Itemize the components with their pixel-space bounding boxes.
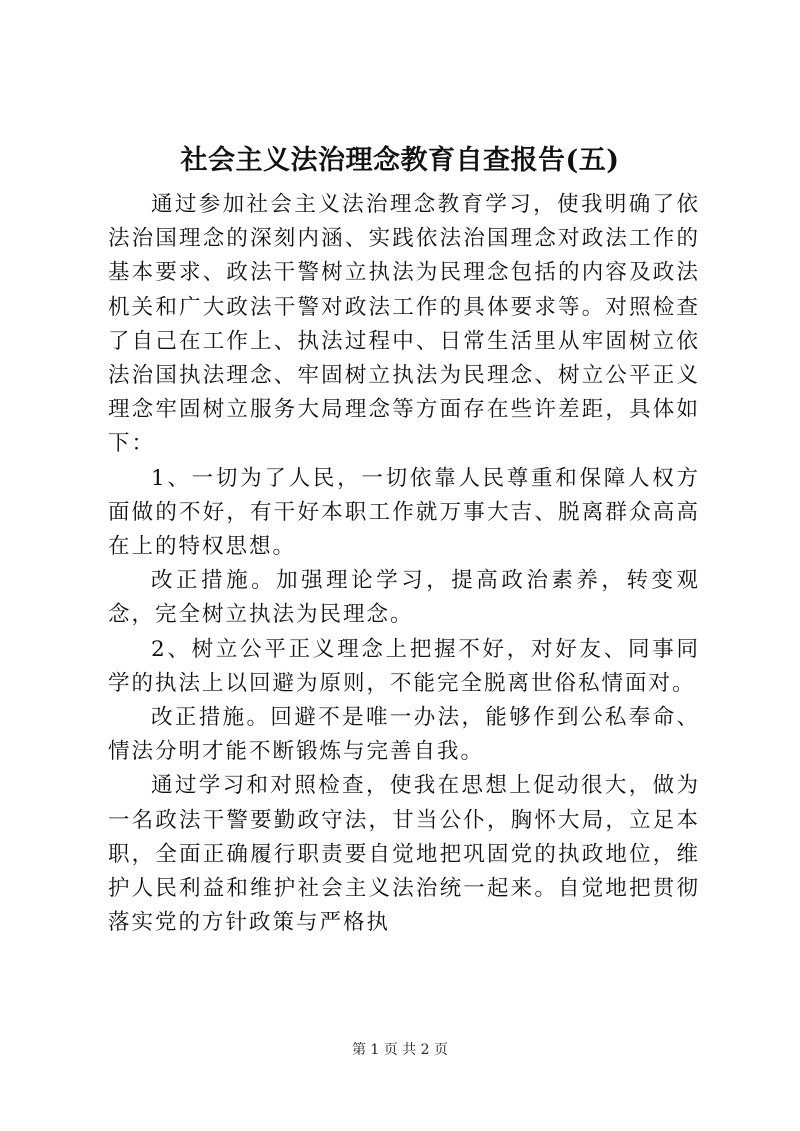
paragraph-item-2: 2、树立公平正义理念上把握不好，对好友、同事同学的执法上以回避为原则，不能完全脱离世俗私情面对。 [108, 636, 700, 696]
paragraph-correction-2: 改正措施。回避不是唯一办法，能够作到公私奉命、情法分明才能不断锻炼与完善自我。 [108, 705, 700, 765]
page-footer: 第 1 页 共 2 页 [351, 1042, 449, 1058]
document-body [108, 188, 700, 940]
document-title: 社会主义法治理念教育自查报告(五) [180, 145, 620, 176]
paragraph-conclusion: 通过学习和对照检查，使我在思想上促动很大，做为一名政法干警要勤政守法，甘当公仆，胸怀大局，立足本职，全面正确履行职责要自觉地把巩固党的执政地位，维护人民利益和维护社会主义法治统一起来。自觉地把贯彻落实党的方针政策与严格执 [108, 773, 700, 936]
paragraph-correction-1: 改正措施。加强理论学习，提高政治素养，转变观念，完全树立执法为民理念。 [108, 568, 700, 628]
paragraph-intro: 通过参加社会主义法治理念教育学习，使我明确了依法治国理念的深刻内涵、实践依法治国理念对政法工作的基本要求、政法干警树立执法为民理念包括的内容及政法机关和广大政法干警对政法工作的具体要求等。对照检查了自己在工作上、执法过程中、日常生活里从牢固树立依法治国执法理念、牢固树立执法为民理念、树立公平正义理念牢固树立服务大局理念等方面存在些许差距，具体如下： [108, 192, 700, 457]
paragraph-item-1: 1、一切为了人民，一切依靠人民尊重和保障人权方面做的不好，有干好本职工作就万事大吉、脱离群众高高在上的特权思想。 [108, 465, 700, 560]
